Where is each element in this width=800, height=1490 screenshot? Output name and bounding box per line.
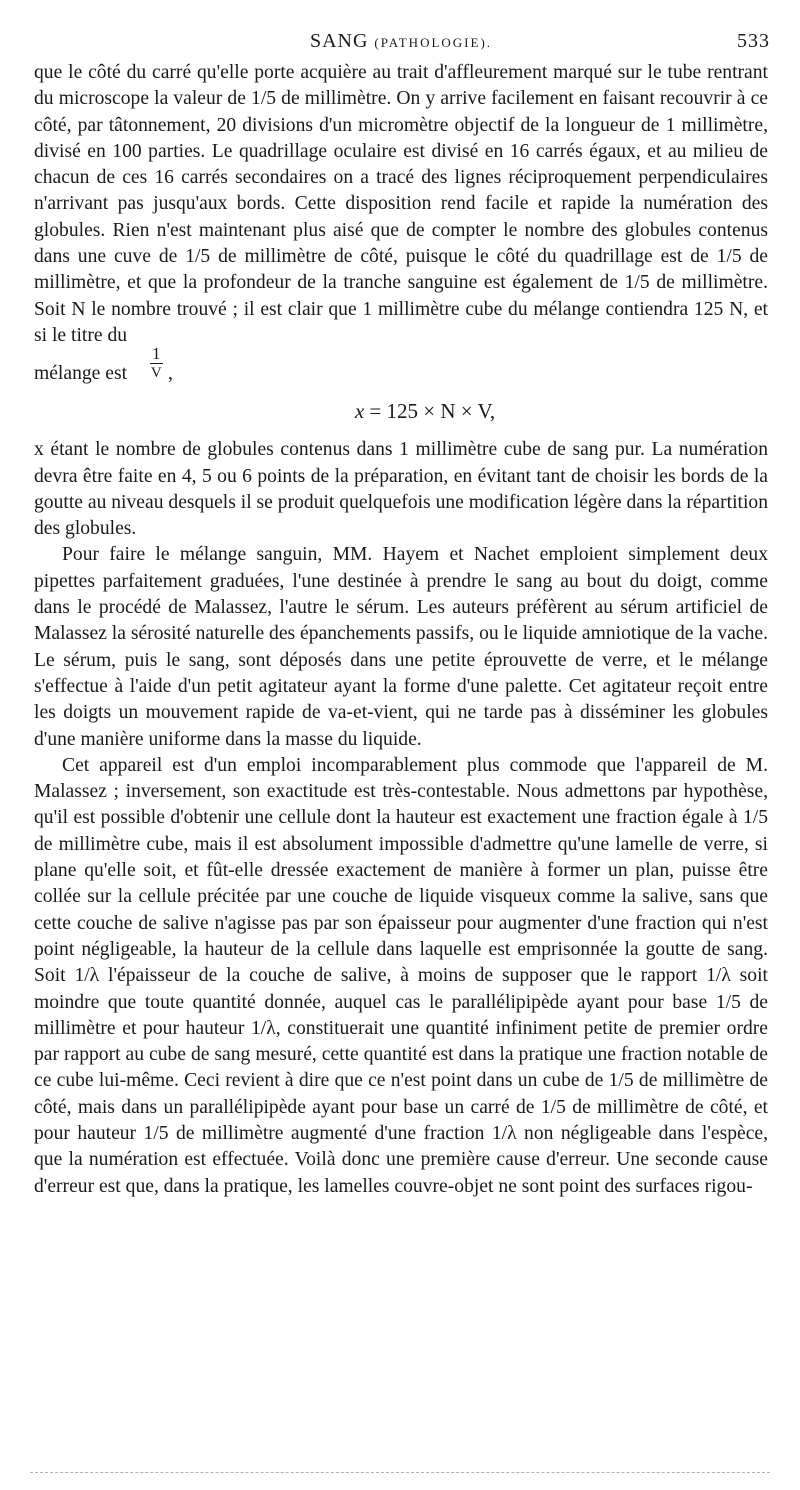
footer-rule [30, 1472, 770, 1473]
page-number: 533 [737, 30, 770, 52]
paragraph-3: Pour faire le mélange sanguin, MM. Hayem et Nachet emploient simplement deux pipettes parfaitement graduées, l'une destinée à prendre le sang au bout du doigt, comme dans le procédé de Malassez, l'autre le sérum. Les auteurs préfèrent au sérum artificiel de Malassez la sérosité naturelle des épanchements passifs, ou le liquide amniotique de la vache. Le sérum, puis le sang, sont déposés dans une petite éprouvette de verre, et le mélange s'effectue à l'aide d'un petit agitateur ayant la forme d'une palette. Cet agitateur reçoit entre les doigts un mouvement rapide de va-et-vient, qui ne tarde pas à disséminer les globules d'une manière uniforme dans la masse du liquide. [34, 544, 768, 750]
document-page [34, 24, 768, 1200]
running-title-main: SANG [309, 30, 369, 52]
fraction-comma: , [168, 363, 173, 385]
fraction-denominator: V [150, 365, 162, 382]
melange-line [34, 344, 768, 389]
fraction-one-over-v [150, 345, 163, 382]
running-header [34, 24, 768, 60]
running-title-sub: (PATHOLOGIE). [374, 35, 493, 50]
paragraph-4: Cet appareil est d'un emploi incomparablement plus commode que l'appareil de M. Malassez ; inversement, son exactitude est très-contestable. Nous admettons par hypothèse, qu'il est possible d'obtenir une cellule dont la hauteur est exactement une fraction égale à 1/5 de millimètre cube, mais il est absolument impossible d'admettre qu'une lamelle de verre, si plane qu'elle soit, et fût-elle dressée exactement de manière à former un plan, puisse être collée sur la cellule précitée par une couche de liquide visqueux comme la salive, sans que cette couche de salive n'agisse pas par son épaisseur pour augmenter d'une fraction qui n'est point négligeable, la hauteur de la cellule dans laquelle est emprisonnée la goutte de sang. Soit 1/λ l'épaisseur de la couche de salive, à moins de supposer que le rapport 1/λ soit moindre que toute quantité donnée, auquel cas le parallélipipède ayant pour base 1/5 de millimètre et pour hauteur 1/λ, constituerait une quantité infiniment petite de premier ordre par rapport au cube de sang mesuré, cette quantité est dans la pratique une fraction notable de ce cube lui-même. Ceci revient à dire que ce n'est point dans un cube de 1/5 de millimètre de côté, mais dans un parallélipipède ayant pour base un carré de 1/5 de millimètre de côté, et pour hauteur 1/5 de millimètre augmenté d'une fraction 1/λ non négligeable dans l'espèce, que la numération est effectuée. Voilà donc une première cause d'erreur. Une seconde cause d'erreur est que, dans la pratique, les lamelles couvre-objet ne sont point des surfaces rigou- [34, 754, 768, 1197]
melange-text: mélange est [34, 363, 128, 385]
formula-rhs: = 125 × N × V, [369, 399, 496, 424]
paragraph-2: x étant le nombre de globules contenus dans 1 millimètre cube de sang pur. La numération devra être faite en 4, 5 ou 6 points de la préparation, en évitant tant de choisir les bords de la goutte au niveau desquels il se produit quelquefois une modification légère dans la répartition des globules. [34, 439, 769, 540]
running-title [34, 30, 768, 53]
fraction-numerator: 1 [152, 344, 161, 364]
paragraph-1: que le côté du carré qu'elle porte acquière au trait d'affleurement marqué sur le tube rentrant du microscope la valeur de 1/5 de millimètre. On y arrive facilement en faisant recouvrir à ce côté, par tâtonnement, 20 divisions d'un micromètre objectif de la longueur de 1 millimètre, divisé en 100 parties. Le quadrillage oculaire est divisé en 16 carrés égaux, et au milieu de chacun de ces 16 carrés secondaires on a tracé des lignes réciproquement perpendiculaires n'arrivant pas jusqu'aux bords. Cette disposition rend facile et rapide la numération des globules. Rien n'est maintenant plus aisé que de compter le nombre des globules contenus dans une cuve de 1/5 de millimètre de côté, puisque le côté du quadrillage est de 1/5 de millimètre, et que la profondeur de la tranche sanguine est également de 1/5 de millimètre. Soit N le nombre trouvé ; il est clair que 1 millimètre cube du mélange contiendra 125 N, et si le titre du [34, 62, 768, 346]
formula-lhs: x [354, 399, 365, 424]
formula [34, 391, 768, 435]
